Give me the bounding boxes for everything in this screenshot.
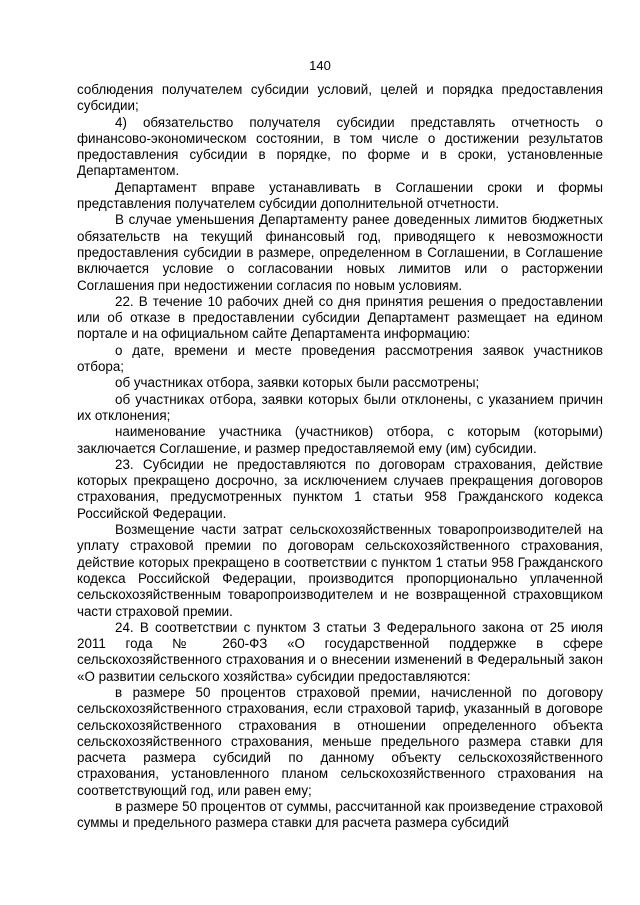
- page-number: 140: [309, 58, 331, 73]
- paragraph: 4) обязательство получателя субсидии представлять отчетность о финансово-экономическом состоянии, в том числе о достижении результатов предоставления субсидии в порядке, по форме и в сроки, установленные Департаментом.: [77, 114, 603, 179]
- paragraph: соблюдения получателем субсидии условий, целей и порядка предоставления субсидии;: [77, 82, 603, 114]
- paragraph: об участниках отбора, заявки которых были рассмотрены;: [115, 375, 480, 391]
- document-body: [77, 82, 603, 832]
- paragraph: Департамент вправе устанавливать в Соглашении сроки и формы представления получателем субсидии дополнительной отчетности.: [77, 179, 603, 212]
- paragraph: Возмещение части затрат сельскохозяйственных товаропроизводителей на уплату страховой премии по договорам сельскохозяйственного страхования, действие которых прекращено в соответствии с пунктом 1 статьи 958 Гражданского кодекса Российской Федерации, производится пропорционально уплаченной сельскохозяйственным товаропроизводителем и не возвращенной страховщиком части страховой премии.: [77, 522, 603, 619]
- paragraph: в размере 50 процентов страховой премии, начисленной по договору сельскохозяйственного страхования, если страховой тариф, указанный в договоре сельскохозяйственного страхования в отношении определенного объекта сельскохозяйственного страхования, меньше предельного размера ставки для расчета размера субсидий по данному объекту сельскохозяйственного страхования, установленного планом сельскохозяйственного страхования на соответствующий год, или равен ему;: [77, 684, 603, 798]
- paragraph: наименование участника (участников) отбора, с которым (которыми) заключается Соглашение, и размер предоставляемой ему (им) субсидии.: [77, 424, 603, 456]
- paragraph: о дате, времени и месте проведения рассмотрения заявок участников отбора;: [77, 342, 603, 375]
- paragraph: 24. В соответствии с пунктом 3 статьи 3 Федерального закона от 25 июля 2011 года № 260-ФЗ «О государственной поддержке в сфере сельскохозяйственного страхования и о внесении изменений в Федеральный закон «О развитии сельского хозяйства» субсидии предоставляются:: [77, 619, 603, 684]
- paragraph: об участниках отбора, заявки которых были отклонены, с указанием причин их отклонения;: [77, 391, 603, 423]
- paragraph: в размере 50 процентов от суммы, рассчитанной как произведение страховой суммы и предельного размера ставки для расчета размера субсидий: [77, 799, 603, 831]
- paragraph: 22. В течение 10 рабочих дней со дня принятия решения о предоставлении или об отказе в предоставлении субсидии Департамент размещает на едином портале и на официальном сайте Департамента информацию:: [77, 293, 603, 342]
- paragraph: В случае уменьшения Департаменту ранее доведенных лимитов бюджетных обязательств на текущий финансовый год, приводящего к невозможности предоставления субсидии в размере, определенном в Соглашении, в Соглашение включается условие о согласовании новых лимитов или о расторжении Соглашения при недостижении согласия по новым условиям.: [77, 212, 603, 293]
- paragraph: 23. Субсидии не предоставляются по договорам страхования, действие которых прекращено досрочно, за исключением случаев прекращения договоров страхования, предусмотренных пунктом 1 статьи 958 Гражданского кодекса Российской Федерации.: [77, 456, 603, 521]
